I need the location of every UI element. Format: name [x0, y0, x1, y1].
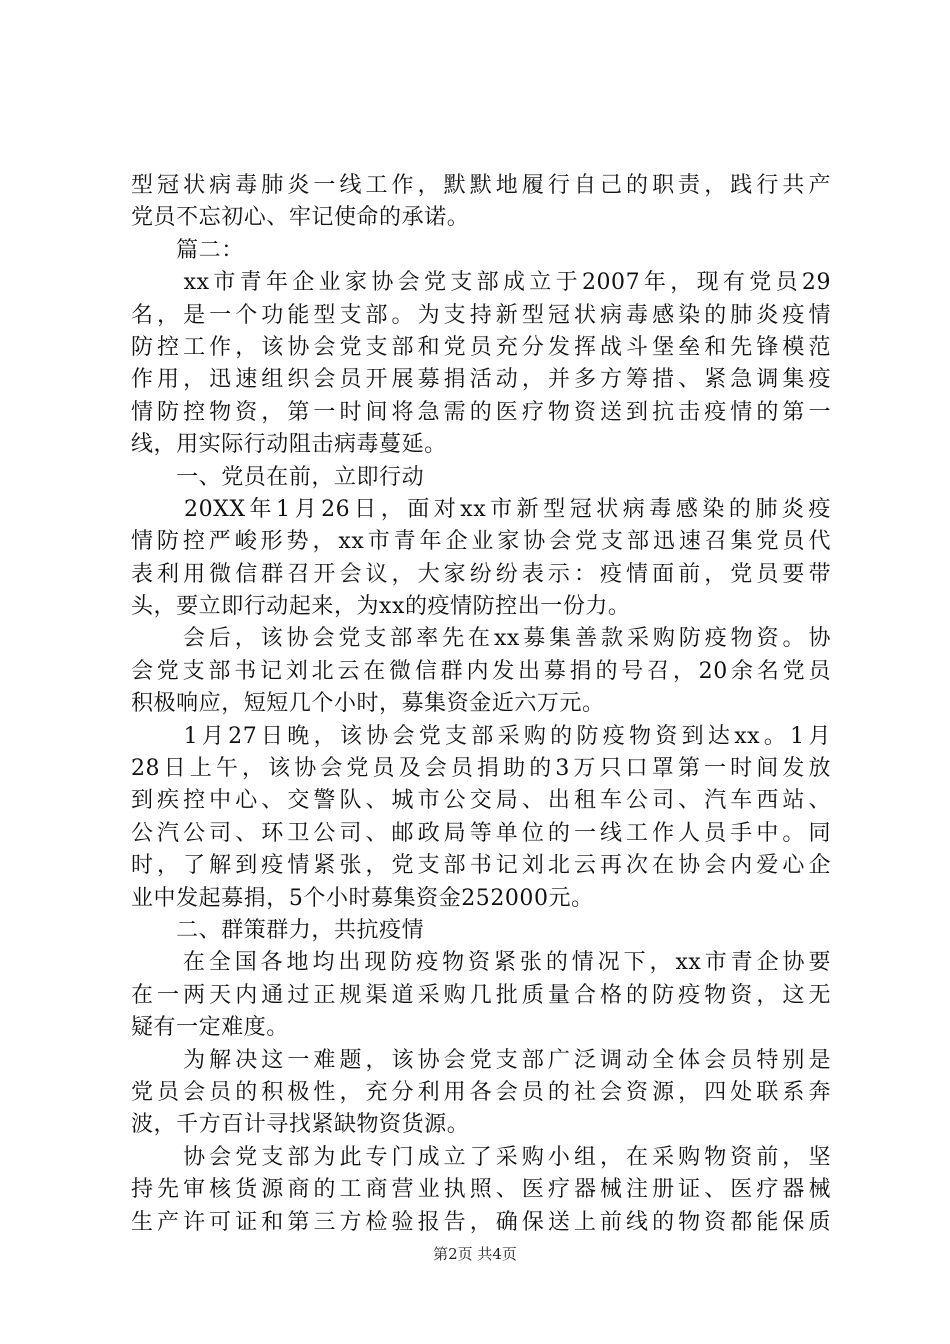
text-line: 情防控物资，第一时间将急需的医疗物资送到抗击疫情的第一	[131, 399, 831, 425]
text-line: 作用，迅速组织会员开展募捐活动，并多方筹措、紧急调集疫	[131, 367, 831, 393]
text-line: 名，是一个功能型支部。为支持新型冠状病毒感染的肺炎疫情	[131, 302, 831, 328]
text-line: 在一两天内通过正规渠道采购几批质量合格的防疫物资，这无	[131, 982, 831, 1008]
text-line: 疑有一定难度。	[131, 1015, 289, 1041]
text-line: 持先审核货源商的工商营业执照、医疗器械注册证、医疗器械	[131, 1177, 831, 1203]
text-line: 业中发起募捐，5个小时募集资金252000元。	[131, 885, 594, 911]
text-line: 表利用微信群召开会议，大家纷纷表示：疫情面前，党员要带	[131, 561, 831, 587]
text-line: 防控工作，该协会党支部和党员充分发挥战斗堡垒和先锋模范	[131, 334, 831, 360]
text-line: 党员会员的积极性，充分利用各会员的社会资源，四处联系奔	[131, 1079, 831, 1105]
text-line: 线，用实际行动阻击病毒蔓延。	[131, 432, 447, 458]
text-line: xx市青年企业家协会党支部成立于2007年，现有党员29	[131, 270, 831, 296]
text-line: 二、群策群力，共抗疫情	[131, 917, 425, 943]
document-body	[131, 170, 831, 1239]
text-line: 积极响应，短短几个小时，募集资金近六万元。	[131, 691, 605, 717]
text-line: 1月27日晚，该协会党支部采购的防疫物资到达xx。1月	[131, 723, 831, 749]
text-line: 在全国各地均出现防疫物资紧张的情况下，xx市青企协要	[131, 950, 831, 976]
text-line: 一、党员在前，立即行动	[131, 464, 425, 490]
text-line: 公汽公司、环卫公司、邮政局等单位的一线工作人员手中。同	[131, 820, 831, 846]
text-line: 情防控严峻形势，xx市青年企业家协会党支部迅速召集党员代	[131, 529, 831, 555]
text-line: 会后，该协会党支部率先在xx募集善款采购防疫物资。协	[131, 626, 831, 652]
text-line: 篇二：	[131, 237, 244, 263]
page-footer: 第2页 共4页	[433, 1245, 517, 1263]
text-line: 党员不忘初心、牢记使命的承诺。	[131, 205, 470, 231]
text-line: 型冠状病毒肺炎一线工作，默默地履行自己的职责，践行共产	[131, 173, 831, 198]
text-line: 为解决这一难题，该协会党支部广泛调动全体会员特别是	[131, 1047, 831, 1073]
text-line: 会党支部书记刘北云在微信群内发出募捐的号召，20余名党员	[131, 658, 831, 684]
text-line: 波，千方百计寻找紧缺物资货源。	[131, 1112, 470, 1138]
text-line: 生产许可证和第三方检验报告，确保送上前线的物资都能保质	[131, 1209, 831, 1235]
text-line: 28日上午，该协会党员及会员捐助的3万只口罩第一时间发放	[131, 756, 831, 782]
text-line: 20XX年1月26日，面对xx市新型冠状病毒感染的肺炎疫	[131, 496, 831, 522]
text-line: 到疾控中心、交警队、城市公交局、出租车公司、汽车西站、	[131, 788, 831, 814]
text-line: 头，要立即行动起来，为xx的疫情防控出一份力。	[131, 594, 631, 620]
text-line: 时，了解到疫情紧张，党支部书记刘北云再次在协会内爱心企	[131, 853, 831, 879]
text-line: 协会党支部为此专门成立了采购小组，在采购物资前，坚	[131, 1144, 831, 1170]
